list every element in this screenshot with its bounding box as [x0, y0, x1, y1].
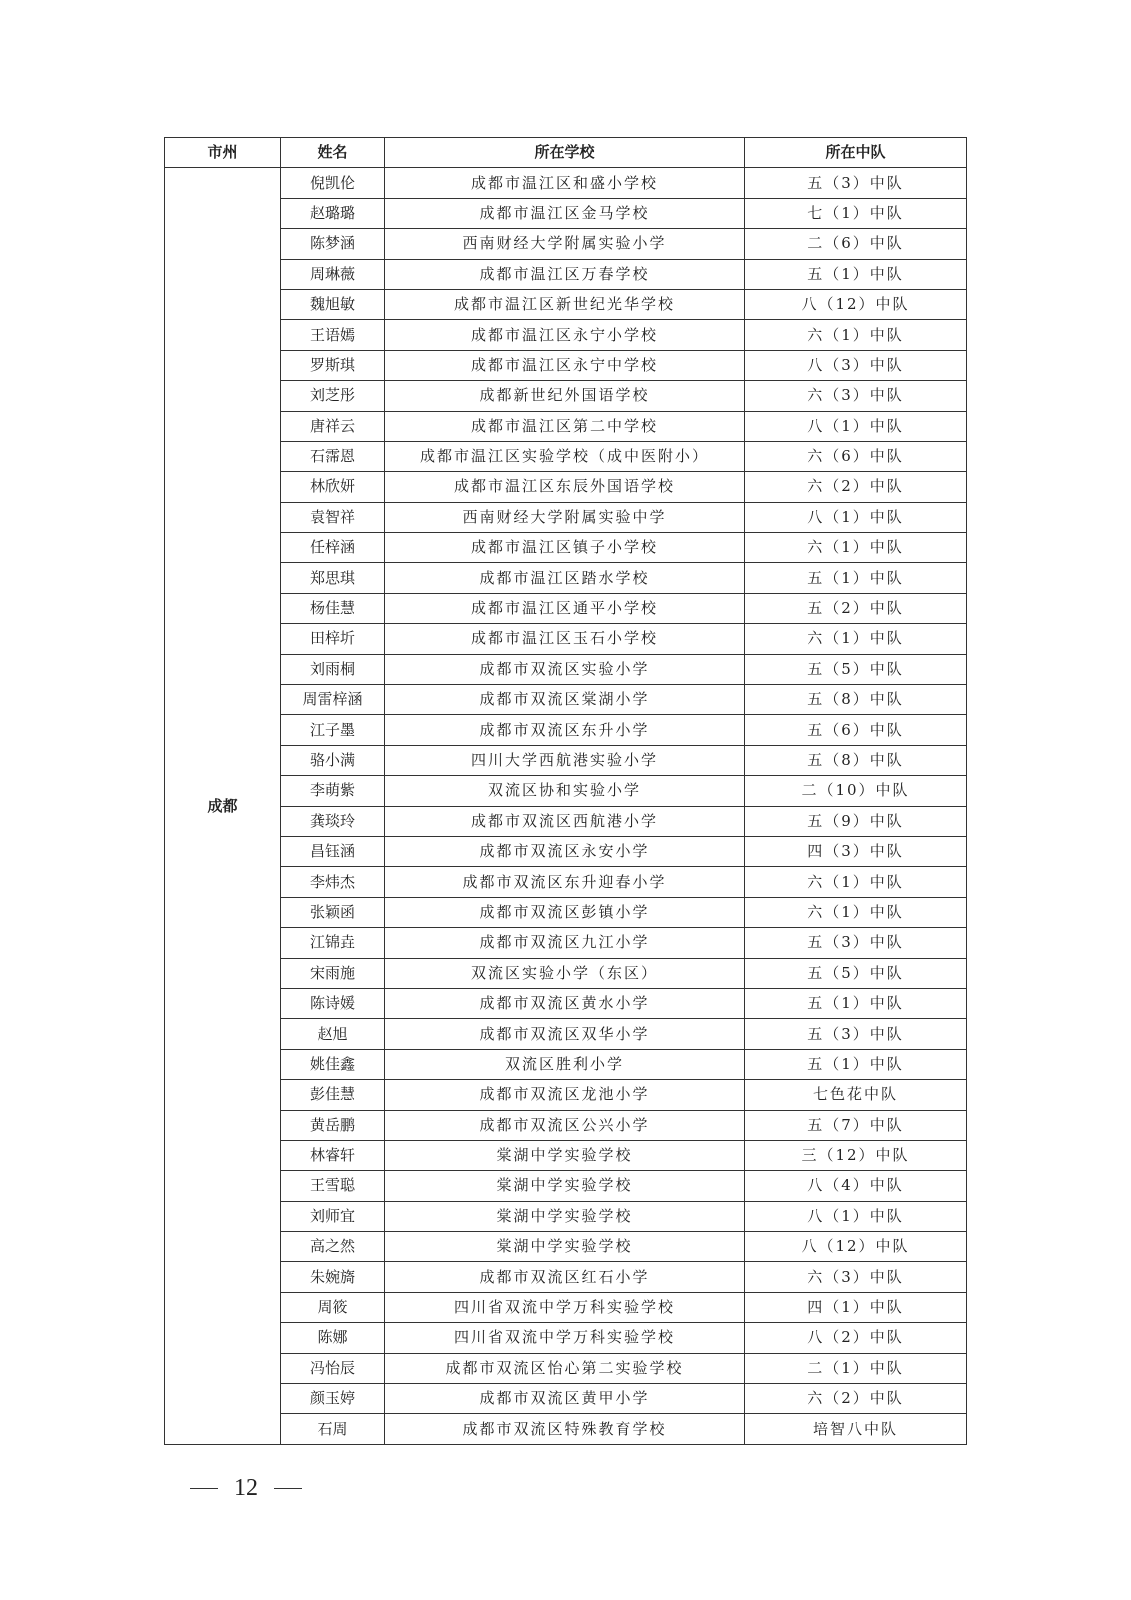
name-cell: 江锦垚: [281, 928, 385, 958]
name-cell: 石周: [281, 1414, 385, 1444]
name-cell: 周雷梓涵: [281, 685, 385, 715]
school-cell: 成都市双流区双华小学: [385, 1019, 745, 1049]
name-cell: 石霈恩: [281, 441, 385, 471]
table-row: [165, 685, 967, 715]
name-cell: 王雪聪: [281, 1171, 385, 1201]
school-cell: 成都市温江区第二中学校: [385, 411, 745, 441]
table-row: [165, 1353, 967, 1383]
name-cell: 江子墨: [281, 715, 385, 745]
table-row: [165, 563, 967, 593]
school-cell: 成都市温江区玉石小学校: [385, 624, 745, 654]
squad-cell: 八（4）中队: [745, 1171, 967, 1201]
table-row: [165, 928, 967, 958]
name-cell: 张颖函: [281, 897, 385, 927]
squad-cell: 七（1）中队: [745, 198, 967, 228]
school-cell: 四川大学西航港实验小学: [385, 745, 745, 775]
name-cell: 宋雨施: [281, 958, 385, 988]
squad-cell: 五（1）中队: [745, 988, 967, 1018]
squad-cell: 六（3）中队: [745, 381, 967, 411]
name-cell: 彭佳慧: [281, 1080, 385, 1110]
squad-cell: 七色花中队: [745, 1080, 967, 1110]
name-cell: 李炜杰: [281, 867, 385, 897]
name-cell: 昌钰涵: [281, 836, 385, 866]
name-cell: 周琳薇: [281, 259, 385, 289]
squad-cell: 五（8）中队: [745, 745, 967, 775]
name-cell: 冯怡辰: [281, 1353, 385, 1383]
page-number: [190, 1475, 302, 1502]
squad-cell: 八（1）中队: [745, 1201, 967, 1231]
squad-cell: 五（6）中队: [745, 715, 967, 745]
school-cell: 棠湖中学实验学校: [385, 1232, 745, 1262]
name-cell: 杨佳慧: [281, 593, 385, 623]
school-cell: 成都市双流区永安小学: [385, 836, 745, 866]
table-row: [165, 441, 967, 471]
table-row: [165, 958, 967, 988]
squad-cell: 五（3）中队: [745, 168, 967, 198]
school-cell: 成都市温江区新世纪光华学校: [385, 289, 745, 319]
name-cell: 林欣妍: [281, 472, 385, 502]
school-cell: 成都市温江区通平小学校: [385, 593, 745, 623]
table-row: [165, 289, 967, 319]
squad-cell: 二（10）中队: [745, 776, 967, 806]
squad-cell: 六（2）中队: [745, 472, 967, 502]
table-row: [165, 1171, 967, 1201]
squad-cell: 五（2）中队: [745, 593, 967, 623]
table-row: [165, 806, 967, 836]
school-cell: 成都市温江区永宁小学校: [385, 320, 745, 350]
name-cell: 刘芝彤: [281, 381, 385, 411]
squad-cell: 八（12）中队: [745, 1232, 967, 1262]
name-cell: 赵旭: [281, 1019, 385, 1049]
school-cell: 成都市双流区特殊教育学校: [385, 1414, 745, 1444]
squad-cell: 六（1）中队: [745, 867, 967, 897]
school-cell: 成都市双流区东升迎春小学: [385, 867, 745, 897]
school-cell: 成都市温江区和盛小学校: [385, 168, 745, 198]
name-cell: 黄岳鹏: [281, 1110, 385, 1140]
squad-cell: 六（3）中队: [745, 1262, 967, 1292]
table-row: [165, 259, 967, 289]
school-cell: 成都市双流区龙池小学: [385, 1080, 745, 1110]
name-cell: 刘雨桐: [281, 654, 385, 684]
name-cell: 田梓圻: [281, 624, 385, 654]
header-row: [165, 138, 967, 168]
table-row: [165, 897, 967, 927]
table-row: [165, 654, 967, 684]
table-row: [165, 1019, 967, 1049]
table-row: [165, 198, 967, 228]
school-cell: 成都市双流区彭镇小学: [385, 897, 745, 927]
squad-cell: 六（1）中队: [745, 624, 967, 654]
school-cell: 成都市温江区金马学校: [385, 198, 745, 228]
squad-cell: 二（6）中队: [745, 229, 967, 259]
table-row: [165, 1414, 967, 1444]
name-cell: 林睿轩: [281, 1140, 385, 1170]
table-row: [165, 867, 967, 897]
school-cell: 双流区协和实验小学: [385, 776, 745, 806]
name-cell: 王语嫣: [281, 320, 385, 350]
table-row: [165, 593, 967, 623]
squad-cell: 八（12）中队: [745, 289, 967, 319]
name-cell: 高之然: [281, 1232, 385, 1262]
squad-cell: 八（1）中队: [745, 502, 967, 532]
table-row: [165, 381, 967, 411]
table-row: [165, 624, 967, 654]
school-cell: 棠湖中学实验学校: [385, 1140, 745, 1170]
squad-cell: 五（3）中队: [745, 928, 967, 958]
table-row: [165, 1049, 967, 1079]
school-cell: 成都新世纪外国语学校: [385, 381, 745, 411]
name-cell: 朱婉旖: [281, 1262, 385, 1292]
school-cell: 成都市温江区东辰外国语学校: [385, 472, 745, 502]
table-row: [165, 1292, 967, 1322]
name-cell: 罗斯琪: [281, 350, 385, 380]
table-row: [165, 350, 967, 380]
name-cell: 姚佳鑫: [281, 1049, 385, 1079]
table-row: [165, 472, 967, 502]
school-cell: 成都市双流区实验小学: [385, 654, 745, 684]
school-cell: 西南财经大学附属实验中学: [385, 502, 745, 532]
table-row: [165, 836, 967, 866]
table-row: [165, 411, 967, 441]
table-row: [165, 715, 967, 745]
table-row: [165, 229, 967, 259]
table-row: [165, 776, 967, 806]
name-cell: 倪凯伦: [281, 168, 385, 198]
squad-cell: 六（1）中队: [745, 897, 967, 927]
name-cell: 袁智祥: [281, 502, 385, 532]
school-cell: 成都市温江区永宁中学校: [385, 350, 745, 380]
squad-cell: 二（1）中队: [745, 1353, 967, 1383]
table-row: [165, 1080, 967, 1110]
squad-cell: 五（1）中队: [745, 563, 967, 593]
squad-cell: 五（3）中队: [745, 1019, 967, 1049]
page-number-text: 12: [234, 1475, 258, 1501]
table-row: [165, 1384, 967, 1414]
squad-cell: 八（1）中队: [745, 411, 967, 441]
city-cell: 成都: [165, 168, 281, 1444]
table-row: [165, 320, 967, 350]
school-cell: 西南财经大学附属实验小学: [385, 229, 745, 259]
school-cell: 棠湖中学实验学校: [385, 1201, 745, 1231]
name-cell: 李萌紫: [281, 776, 385, 806]
squad-cell: 六（1）中队: [745, 320, 967, 350]
table-row: [165, 1323, 967, 1353]
dash-left: [190, 1488, 218, 1489]
school-cell: 成都市温江区踏水学校: [385, 563, 745, 593]
header-name: 姓名: [281, 138, 385, 168]
squad-cell: 六（6）中队: [745, 441, 967, 471]
squad-cell: 五（9）中队: [745, 806, 967, 836]
school-cell: 成都市双流区九江小学: [385, 928, 745, 958]
school-cell: 双流区胜利小学: [385, 1049, 745, 1079]
squad-cell: 五（5）中队: [745, 958, 967, 988]
squad-cell: 四（3）中队: [745, 836, 967, 866]
name-cell: 刘师宜: [281, 1201, 385, 1231]
table-row: [165, 168, 967, 198]
header-squad: 所在中队: [745, 138, 967, 168]
school-cell: 成都市双流区怡心第二实验学校: [385, 1353, 745, 1383]
name-cell: 魏旭敏: [281, 289, 385, 319]
table-row: [165, 1201, 967, 1231]
header-school: 所在学校: [385, 138, 745, 168]
table-row: [165, 502, 967, 532]
header-city: 市州: [165, 138, 281, 168]
name-cell: 颜玉婷: [281, 1384, 385, 1414]
squad-cell: 八（3）中队: [745, 350, 967, 380]
squad-cell: 五（1）中队: [745, 259, 967, 289]
school-cell: 棠湖中学实验学校: [385, 1171, 745, 1201]
squad-cell: 培智八中队: [745, 1414, 967, 1444]
squad-cell: 三（12）中队: [745, 1140, 967, 1170]
squad-cell: 四（1）中队: [745, 1292, 967, 1322]
dash-right: [274, 1488, 302, 1489]
squad-cell: 六（1）中队: [745, 533, 967, 563]
name-cell: 骆小满: [281, 745, 385, 775]
school-cell: 成都市温江区万春学校: [385, 259, 745, 289]
school-cell: 成都市温江区实验学校（成中医附小）: [385, 441, 745, 471]
name-cell: 龚琰玲: [281, 806, 385, 836]
table-row: [165, 533, 967, 563]
school-cell: 双流区实验小学（东区）: [385, 958, 745, 988]
name-cell: 陈梦涵: [281, 229, 385, 259]
name-cell: 任梓涵: [281, 533, 385, 563]
table-row: [165, 1262, 967, 1292]
table-row: [165, 1140, 967, 1170]
school-cell: 成都市温江区镇子小学校: [385, 533, 745, 563]
school-cell: 成都市双流区黄甲小学: [385, 1384, 745, 1414]
table-row: [165, 745, 967, 775]
school-cell: 四川省双流中学万科实验学校: [385, 1323, 745, 1353]
school-cell: 四川省双流中学万科实验学校: [385, 1292, 745, 1322]
school-cell: 成都市双流区公兴小学: [385, 1110, 745, 1140]
roster-table: [164, 137, 967, 1445]
name-cell: 郑思琪: [281, 563, 385, 593]
table-row: [165, 1110, 967, 1140]
school-cell: 成都市双流区西航港小学: [385, 806, 745, 836]
squad-cell: 五（1）中队: [745, 1049, 967, 1079]
squad-cell: 八（2）中队: [745, 1323, 967, 1353]
table-row: [165, 988, 967, 1018]
school-cell: 成都市双流区红石小学: [385, 1262, 745, 1292]
squad-cell: 六（2）中队: [745, 1384, 967, 1414]
name-cell: 陈娜: [281, 1323, 385, 1353]
name-cell: 赵璐璐: [281, 198, 385, 228]
table-row: [165, 1232, 967, 1262]
school-cell: 成都市双流区黄水小学: [385, 988, 745, 1018]
squad-cell: 五（8）中队: [745, 685, 967, 715]
roster-body: [165, 168, 967, 1444]
name-cell: 周筱: [281, 1292, 385, 1322]
name-cell: 唐祥云: [281, 411, 385, 441]
name-cell: 陈诗媛: [281, 988, 385, 1018]
squad-cell: 五（7）中队: [745, 1110, 967, 1140]
school-cell: 成都市双流区东升小学: [385, 715, 745, 745]
school-cell: 成都市双流区棠湖小学: [385, 685, 745, 715]
squad-cell: 五（5）中队: [745, 654, 967, 684]
